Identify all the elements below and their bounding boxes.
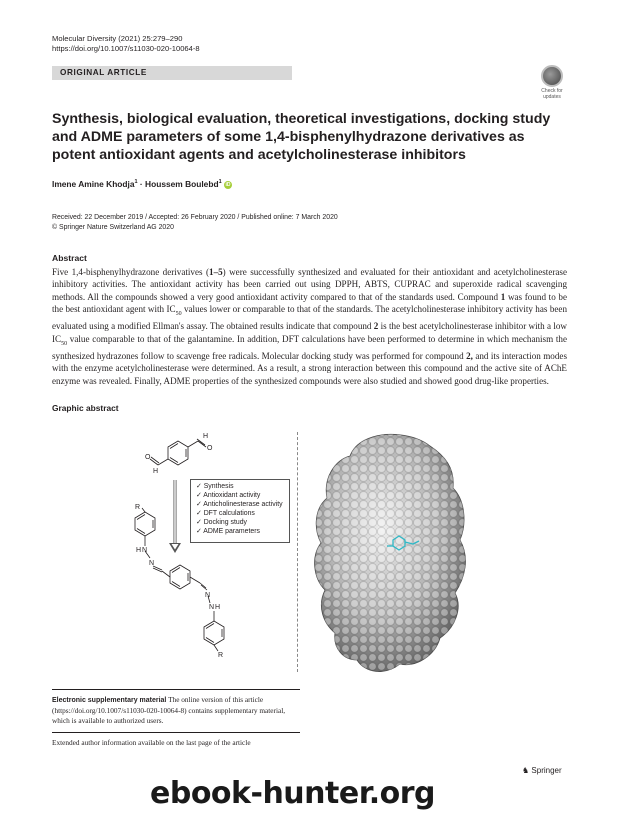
atom-label: H (203, 433, 209, 440)
publisher-name: Springer (531, 766, 562, 775)
abstract-text (52, 266, 567, 387)
date-history: Received: 22 December 2019 / Accepted: 26 February 2020 / Published online: 7 March 2020 (52, 214, 338, 221)
author-list (52, 179, 232, 189)
compound-ref: 2 (373, 321, 379, 332)
compound-ref: 1–5 (209, 267, 223, 277)
atom-label: N (142, 547, 148, 554)
article-type-banner: ORIGINAL ARTICLE (52, 66, 292, 80)
atom-label: O (145, 454, 151, 461)
terephthalaldehyde-structure (150, 439, 206, 465)
springer-horse-icon: ♞ (522, 766, 530, 775)
footnote-rule (52, 732, 300, 733)
graphic-divider (297, 432, 298, 672)
atom-label: H (136, 547, 142, 554)
footnote-text: The online version of this article ( (52, 695, 264, 715)
subscript: 50 (61, 340, 68, 347)
abstract-run: value comparable to that of the galantamine. In addition, DFT calculations have been performed to determine in which mechanism the synthesized hydrazones follow to scavenge free radicals. Molecular docking study was performed for compound (52, 333, 567, 362)
atom-label: H (153, 468, 159, 475)
bookmark-icon (541, 65, 563, 87)
atom-label: N (205, 592, 211, 599)
graphic-abstract-heading: Graphic abstract (52, 403, 119, 413)
affiliation-marker: 1 (218, 179, 222, 186)
abstract-heading: Abstract (52, 253, 87, 263)
abstract-run: was found to be the best antioxidant agent with IC (52, 291, 568, 315)
abstract-run: is the best acetylcholinesterase inhibitor with a low IC (52, 321, 567, 344)
protein-surface-image (305, 428, 475, 683)
abstract-run: Five 1,4-bisphenylhydrazone derivatives ( (52, 267, 210, 277)
copyright-line: © Springer Nature Switzerland AG 2020 (52, 224, 174, 231)
publisher-logo (522, 766, 562, 775)
footnote-rule (52, 689, 300, 690)
step-item: ✓ Docking study (196, 518, 247, 526)
step-item: ✓ Anticholinesterase activity (196, 500, 283, 508)
footnote-text: ) contains supplementary material, which is available to authorized users. (52, 705, 286, 725)
supplementary-footnote (52, 695, 300, 725)
step-item: ✓ ADME parameters (196, 527, 260, 535)
atom-label: H (215, 604, 221, 611)
step-item: ✓ Synthesis (196, 483, 234, 490)
chemical-scheme (130, 425, 295, 685)
journal-header (52, 34, 200, 54)
step-item: ✓ DFT calculations (196, 509, 255, 517)
atom-label: R (135, 504, 141, 511)
atom-label: N (149, 560, 155, 567)
abstract-run: and its interaction modes with the enzyme acetylcholinesterase were determined. As a result, a strong interaction between this compound and the active site of AChE enzyme was revealed. Finally, ADME properties of the synthesized compounds were also studied and showed good drug-like properties. (52, 351, 567, 386)
abstract-run: ) were successfully synthesized and evaluated for their antioxidant and acetylcholinesterase inhibitory activities. The antioxidant activity has been carried out using DPPH, ABTS, CUPRAC and superoxide radical scavenging methods. All the compounds showed a very good antioxidant activity compared to that of the standards used. Compound (52, 267, 567, 302)
study-steps-box (190, 479, 290, 543)
journal-citation: Molecular Diversity (2021) 25:279–290 (52, 34, 183, 43)
atom-label: O (207, 445, 213, 452)
author-separator: · (137, 179, 146, 189)
compound-ref: 1 (500, 291, 506, 302)
step-item: ✓ Antioxidant activity (196, 491, 261, 499)
extended-author-info: Extended author information available on the last page of the article (52, 738, 251, 747)
watermark: ebook-hunter.org (150, 776, 435, 811)
abstract-run: values lower or comparable to that of the standards. The acetylcholinesterase inhibitory activity has been evaluated using a modified Ellman's assay. The obtained results indicate that compound (52, 304, 567, 332)
orcid-icon[interactable]: iD (225, 181, 231, 188)
affiliation-marker: 1 (134, 179, 138, 186)
author-name[interactable]: Imene Amine Khodja (52, 179, 135, 189)
author-name[interactable]: Houssem Boulebd (145, 179, 219, 189)
reaction-arrow (169, 480, 181, 553)
supplementary-link[interactable]: https://doi.org/10.1007/s11030-020-10064-8 (54, 705, 185, 715)
publication-dates (52, 213, 338, 233)
atom-label: R (218, 652, 224, 659)
subscript: 50 (175, 311, 182, 318)
footnote-heading: Electronic supplementary material (52, 697, 167, 704)
check-for-updates-badge[interactable] (537, 65, 567, 99)
atom-label: N (209, 604, 215, 611)
check-updates-label: Check for updates (541, 88, 563, 100)
article-title: Synthesis, biological evaluation, theoretical investigations, docking study and ADME parameters of some 1,4-bisphenylhydrazone derivatives as potent antioxidant agents and acetylcholinesterase inhibitors (52, 111, 551, 163)
journal-doi[interactable]: https://doi.org/10.1007/s11030-020-10064-8 (52, 44, 200, 53)
compound-ref: 2, (466, 351, 473, 362)
